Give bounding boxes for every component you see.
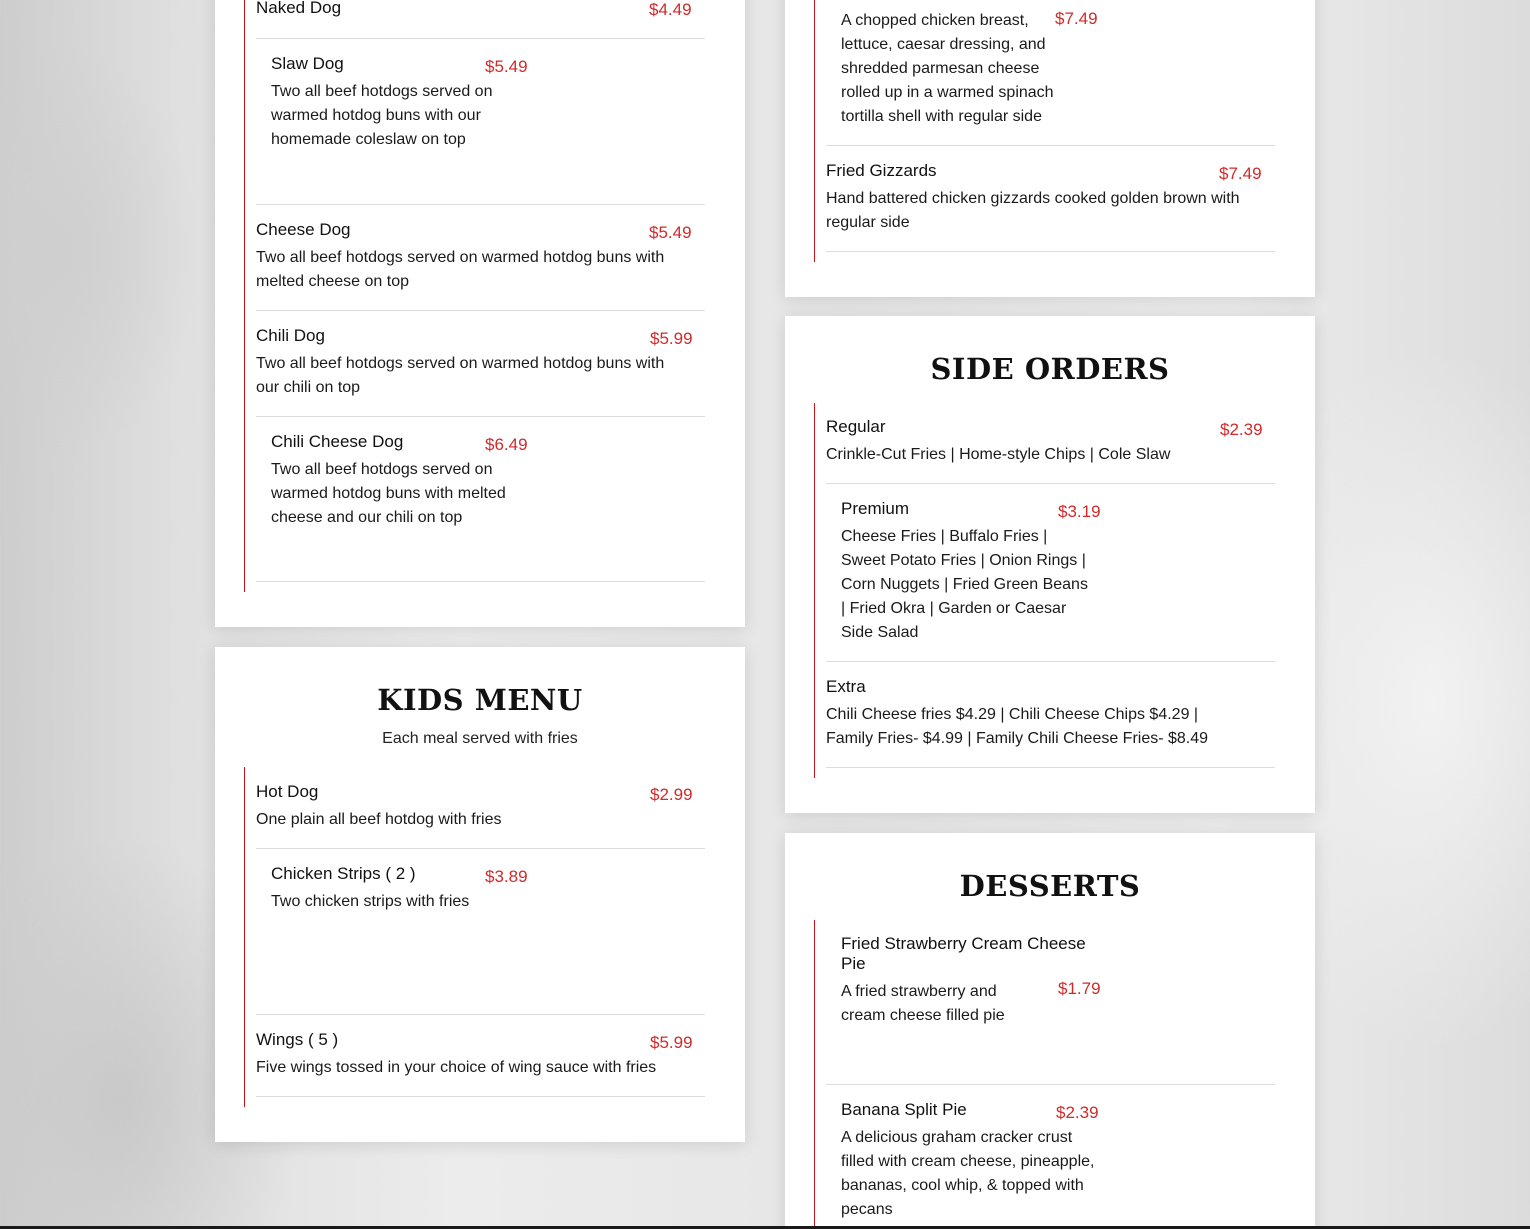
item-name: Slaw Dog <box>271 54 344 73</box>
item-price: $2.99 <box>650 785 693 804</box>
item-price: $5.99 <box>650 329 693 348</box>
kids-menu-card <box>215 647 745 1142</box>
item-name: Chili Dog <box>256 326 325 345</box>
item-name: Premium <box>841 499 910 518</box>
item-name: Chicken Strips ( 2 ) <box>271 864 416 883</box>
chicken-accent-rule <box>814 0 815 262</box>
item-price: $4.49 <box>649 0 692 19</box>
chicken-card <box>785 0 1315 297</box>
item-price: $7.49 <box>1219 164 1262 183</box>
item-price: $3.89 <box>485 867 528 886</box>
kids-accent-rule <box>244 767 245 1107</box>
item-description: Hand battered chicken gizzards cooked golden brown with regular side <box>826 190 1240 231</box>
item-description: A fried strawberry and cream cheese filled pie <box>841 983 1005 1024</box>
hotdogs-card <box>215 0 745 627</box>
item-description: One plain all beef hotdog with fries <box>256 811 502 828</box>
item-separator <box>826 1084 1275 1085</box>
item-price: $7.49 <box>1055 9 1098 28</box>
section-title: SIDE ORDERS <box>930 352 1170 386</box>
item-description: Two all beef hotdogs served on warmed hotdog buns with our homemade coleslaw on top <box>271 83 493 148</box>
item-description: Five wings tossed in your choice of wing sauce with fries <box>256 1059 657 1076</box>
item-separator <box>256 1096 705 1097</box>
item-price: $2.39 <box>1056 1103 1099 1122</box>
item-description: Two all beef hotdogs served on warmed hotdog buns with melted cheese and our chili on top <box>271 461 506 526</box>
item-separator <box>256 848 705 849</box>
section-title: DESSERTS <box>959 869 1141 903</box>
item-price: $1.79 <box>1058 979 1101 998</box>
item-separator <box>256 416 705 417</box>
desserts-card <box>785 833 1315 1229</box>
item-description: Two chicken strips with fries <box>271 893 470 910</box>
item-price: $5.49 <box>485 57 528 76</box>
item-price: $6.49 <box>485 435 528 454</box>
side-orders-card <box>785 316 1315 813</box>
item-description: Two all beef hotdogs served on warmed hotdog buns with melted cheese on top <box>256 249 665 290</box>
item-separator <box>826 661 1275 662</box>
item-description: Two all beef hotdogs served on warmed hotdog buns with our chili on top <box>256 355 665 396</box>
item-description: Chili Cheese fries $4.29 | Chili Cheese Chips $4.29 | Family Fries- $4.99 | Family Chili Cheese Fries- $8.49 <box>826 706 1209 747</box>
item-description: A chopped chicken breast, lettuce, caesar dressing, and shredded parmesan cheese rolled up in a warmed spinach tortilla shell with regular side <box>841 12 1054 125</box>
item-separator <box>826 145 1275 146</box>
item-description: Cheese Fries | Buffalo Fries | Sweet Potato Fries | Onion Rings | Corn Nuggets | Fried Green Beans | Fried Okra | Garden or Caesar Side Salad <box>841 528 1088 641</box>
item-name: Cheese Dog <box>256 220 351 239</box>
item-name: Fried Gizzards <box>826 161 937 180</box>
sides-accent-rule <box>814 403 815 778</box>
item-separator <box>826 767 1275 768</box>
item-description: Crinkle-Cut Fries | Home-style Chips | Cole Slaw <box>826 446 1171 463</box>
item-name: Fried Strawberry Cream Cheese Pie <box>841 934 1086 973</box>
item-name: Extra <box>826 677 866 696</box>
item-separator <box>256 310 705 311</box>
item-name: Chili Cheese Dog <box>271 432 404 451</box>
item-name: Regular <box>826 417 886 436</box>
item-price: $3.19 <box>1058 502 1101 521</box>
item-separator <box>256 1014 705 1015</box>
item-separator <box>826 251 1275 252</box>
item-name: Banana Split Pie <box>841 1100 967 1119</box>
item-name: Wings ( 5 ) <box>256 1030 339 1049</box>
hotdogs-accent-rule <box>244 0 245 592</box>
item-name: Naked Dog <box>256 0 342 17</box>
section-subtitle: Each meal served with fries <box>382 730 578 747</box>
item-name: Hot Dog <box>256 782 319 801</box>
item-price: $2.39 <box>1220 420 1263 439</box>
item-description: A delicious graham cracker crust filled with cream cheese, pineapple, bananas, cool whip, & topped with pecans <box>841 1129 1095 1218</box>
item-separator <box>256 581 705 582</box>
section-title: KIDS MENU <box>377 683 583 717</box>
item-separator <box>256 204 705 205</box>
desserts-accent-rule <box>814 920 815 1229</box>
item-price: $5.99 <box>650 1033 693 1052</box>
item-separator <box>256 38 705 39</box>
item-separator <box>826 483 1275 484</box>
item-price: $5.49 <box>649 223 692 242</box>
